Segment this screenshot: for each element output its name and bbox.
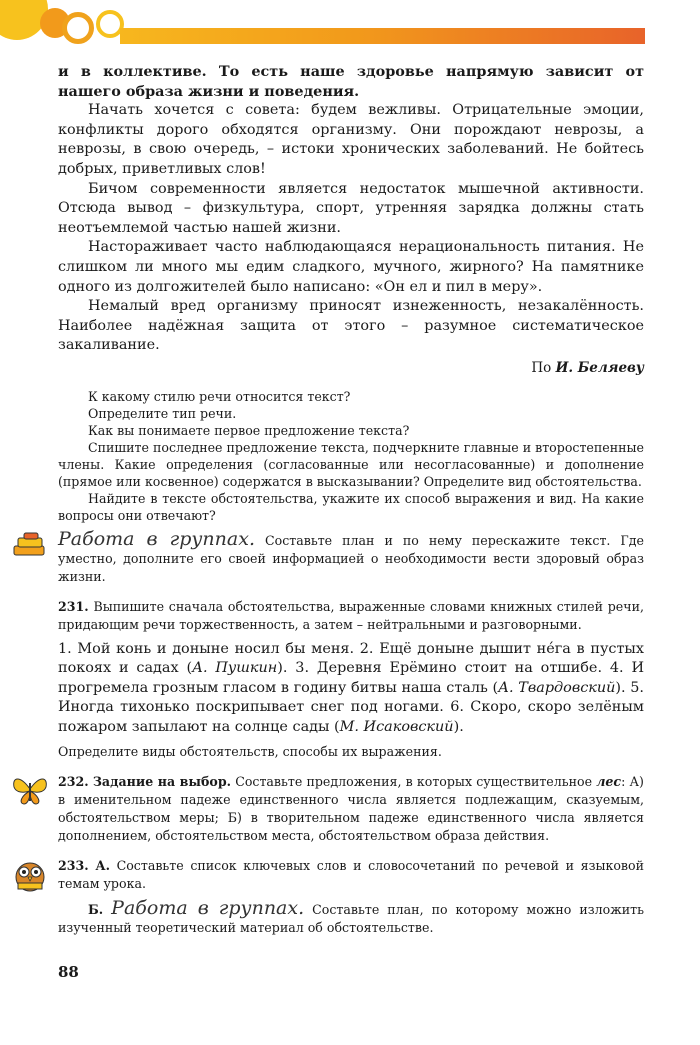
author-pushkin: А. Пушкин: [192, 660, 278, 677]
exercise-232-number: 232.: [58, 774, 89, 790]
author-name: И. Беляеву: [555, 359, 644, 376]
exercise-233-part-a: А.: [95, 858, 110, 874]
exercise-231-task: Выпишите сначала обстоятельства, выраженные словами книжных стилей речи, придающим речи торжественность, а затем – нейтральными и разговорными.: [58, 598, 644, 632]
paragraph-4: Настораживает часто наблюдающаяся нерациональность питания. Не слишком ли много мы едим сладкого, мучного, жирного? На памятнике одного из долгожителей было написано: «Он ел и пил в меру».: [58, 239, 644, 295]
butterfly-icon: [10, 773, 50, 807]
exercise-231: [58, 598, 644, 762]
question-3: Как вы понимаете первое предложение текста?: [88, 422, 410, 438]
exercise-233-number: 233.: [58, 858, 89, 874]
question-2: Определите тип речи.: [88, 405, 237, 421]
group-work-text: Составьте план и по нему перескажите текст. Где уместно, дополните его своей информацией о необходимости вести здоровый образ жизни.: [58, 532, 644, 584]
group-work-title: Работа в группах.: [58, 527, 255, 550]
exercise-233: 233. А. Составьте список ключевых слов и словосочетаний по речевой и языковой темам урока. Б. Работа в группах. Составьте план, по которому можно изложить изученный теоретический материал об обстоятельстве.: [58, 857, 644, 937]
author-tvardovsky: А. Твардовский: [498, 679, 616, 696]
question-5: Найдите в тексте обстоятельства, укажите их способ выражения и вид. На какие вопросы они отвечают?: [58, 490, 644, 523]
exercise-232-word: лес: [596, 774, 622, 790]
page-number: 88: [58, 963, 79, 981]
header-stripe: [120, 28, 645, 44]
paragraph-2: Начать хочется с совета: будем вежливы. Отрицательные эмоции, конфликты дорого обходятся организму. Они порождают неврозы, а неврозы, в свою очередь, – истоки хронических заболеваний. Не бойтесь добрых, приветливых слов!: [58, 102, 644, 177]
paragraph-3: Бичом современности является недостаток мышечной активности. Отсюда вывод – физкультура, спорт, утренняя зарядка должны стать неотъемлемой частью нашей жизни.: [58, 180, 644, 236]
paragraph-intro: и в коллективе. То есть наше здоровье напрямую зависит от нашего образа жизни и поведения.: [58, 63, 644, 100]
exercise-231-sentences: 1. Мой конь и доныне носил бы меня. 2. Ещё доныне дышит нéга в пустых покоях и садах (А. Пушкин). 3. Деревня Ерёмино стоит на отшибе. 4. И прогремела грозным гласом в годину битвы наша сталь (А. Твардовский). 5. Иногда тихонько поскрипывает снег под ногами. 6. Скоро, скоро зелёным пожаром запылают на солнце сады (М. Исаковский).: [58, 640, 645, 735]
questions-block: [58, 388, 644, 524]
exercise-232-title: Задание на выбор.: [92, 774, 232, 790]
question-1: К какому стилю речи относится текст?: [88, 388, 351, 404]
books-icon: [10, 532, 50, 558]
author-attribution: [58, 360, 644, 376]
author-prefix: По: [531, 359, 552, 376]
ring-circle-1: [62, 12, 94, 44]
header-decoration: [0, 0, 700, 48]
question-4: Спишите последнее предложение текста, подчеркните главные и второстепенные члены. Какие определения (согласованные или несогласованные) и дополнение (прямое или косвенное) содержатся в высказывании? Определите вид обстоятельства.: [58, 439, 644, 489]
exercise-231-followup: Определите виды обстоятельств, способы их выражения.: [58, 744, 442, 760]
exercise-231-number: 231.: [58, 598, 89, 614]
exercise-233-part-b: Б.: [88, 902, 104, 918]
author-isakovsky: М. Исаковский: [339, 718, 454, 735]
exercise-233-title-b: Работа в группах.: [111, 897, 305, 920]
owl-icon: [10, 857, 50, 893]
paragraph-5: Немалый вред организму приносят изнеженность, незакалённость. Наиболее надёжная защита от этого – разумное систематическое закаливание.: [58, 298, 644, 354]
group-work-1: [58, 527, 644, 586]
page-content: [58, 62, 644, 937]
exercise-232: 232. Задание на выбор. Составьте предложения, в которых существительное лес: А) в именительном падеже единственного числа является подлежащим, сказуемым, обстоятельством меры; Б) в творительном падеже единственного числа является дополнением, обстоятельством места, обстоятельством образа действия.: [58, 773, 644, 845]
